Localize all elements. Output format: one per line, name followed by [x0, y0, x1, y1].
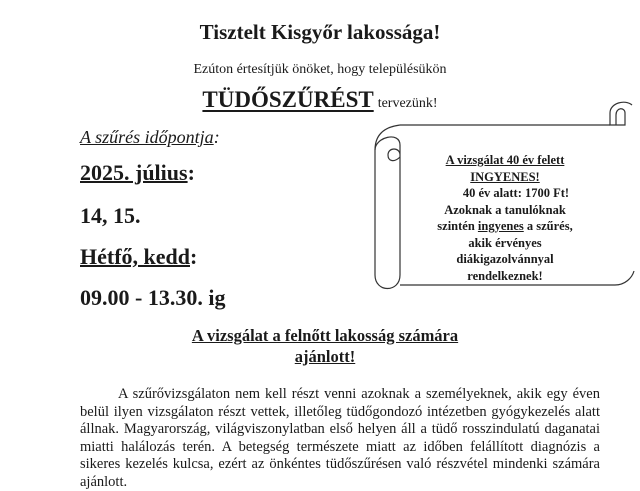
students-condition-3: rendelkeznek! [467, 268, 543, 283]
intro-text: Ezúton értesítjük önöket, hogy településükön [193, 62, 447, 77]
page-title: Tisztelt Kisgyőr lakossága! [199, 20, 441, 44]
price-under-40: 40 év alatt: 1700 Ft! [462, 186, 570, 200]
students-condition-2: diákigazolvánnyal [456, 252, 554, 266]
schedule-date: 2025. július: [80, 160, 195, 185]
students-line: Azoknak a tanulóknak [444, 202, 566, 217]
schedule-label: A szűrés időpontja: [80, 127, 220, 147]
price-line-over-40: A vizsgálat 40 év felett [445, 153, 565, 167]
schedule-days-numbers: 14, 15. [80, 203, 141, 228]
headline-main: TÜDŐSZŰRÉST [202, 87, 374, 112]
body-paragraph: A szűrővizsgálaton nem kell részt venni azoknak a személyeknek, akik egy éven belül ilyen vizsgálaton részt vettek, illetőleg tüdőgondozó intézetben gyógykezelés alatt állnak. Magyarország, világviszonylatban első helyen áll a tüdő rosszindulatú daganatai miatti halálozás terén. A betegség természete miatt az időben felállított diagnózis a sikeres kezelés kulcsa, ezért az önkéntes tüdőszűrésen való részvétel mindenki számára ajánlott. [80, 386, 600, 490]
students-condition-1: akik érvényes [468, 235, 542, 250]
headline-suffix: tervezünk! [377, 96, 438, 111]
free-label: INGYENES! [470, 169, 540, 184]
section-title: A vizsgálat a felnőtt lakosság számára ajánlott! [191, 326, 459, 366]
schedule-time: 09.00 - 13.30. ig [80, 285, 226, 310]
scroll-banner-text [415, 152, 595, 284]
students-free-line: szintén ingyenes a szűrés, [437, 219, 573, 233]
schedule-days-names: Hétfő, kedd: [80, 244, 198, 269]
body-text [80, 386, 600, 491]
